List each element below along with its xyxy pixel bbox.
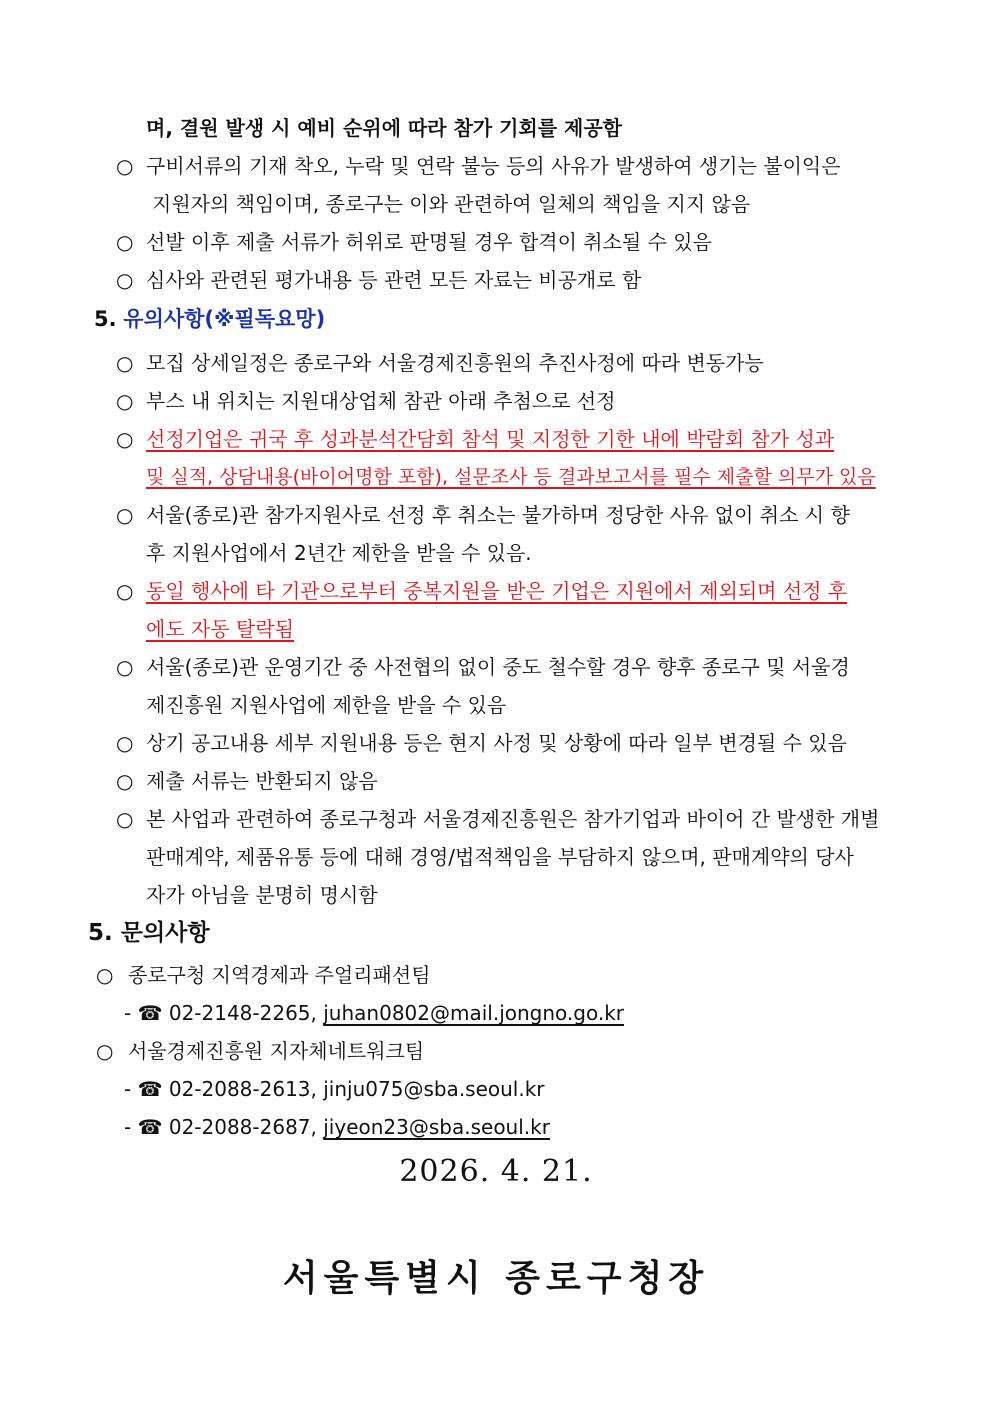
bullet-icon: ○: [116, 427, 134, 451]
section-heading-contact: 5. 문의사항: [88, 920, 210, 946]
list-item-text: 심사와 관련된 평가내용 등 관련 모든 자료는 비공개로 함: [146, 268, 642, 292]
bullet-icon: ○: [116, 655, 134, 679]
bullet-icon: ○: [116, 731, 134, 755]
note-item-highlight: 동일 행사에 타 기관으로부터 중복지원을 받은 기업은 지원에서 제외되며 선정 후: [146, 579, 848, 603]
bullet-icon: ○: [116, 154, 134, 178]
email-link[interactable]: juhan0802@mail.jongno.go.kr: [323, 1001, 625, 1025]
bullet-icon: ○: [116, 230, 134, 254]
bullet-icon: ○: [96, 963, 114, 987]
bullet-icon: ○: [116, 351, 134, 375]
note-item-text: 후 지원사업에서 2년간 제한을 받을 수 있음.: [146, 541, 532, 565]
note-item-highlight: 선정기업은 귀국 후 성과분석간담회 참석 및 지정한 기한 내에 박람회 참가 성과: [146, 427, 835, 451]
phone-icon: - ☎: [124, 1077, 169, 1101]
email-link[interactable]: jiyeon23@sba.seoul.kr: [323, 1115, 550, 1139]
note-item-highlight: 에도 자동 탈락됨: [146, 617, 294, 641]
note-item-text: 제출 서류는 반환되지 않음: [146, 769, 378, 793]
contact-line: [124, 1070, 545, 1108]
note-item-text: 모집 상세일정은 종로구와 서울경제진흥원의 추진사정에 따라 변동가능: [146, 351, 764, 375]
bullet-icon: ○: [116, 503, 134, 527]
signature-authority: 서울특별시 종로구청장: [282, 1257, 710, 1299]
phone-number: 02-2088-2613,: [168, 1077, 324, 1101]
bullet-icon: ○: [116, 389, 134, 413]
phone-number: 02-2148-2265,: [168, 1001, 324, 1025]
list-item-text: 구비서류의 기재 착오, 누락 및 연락 불능 등의 사유가 발생하여 생기는 불이익은: [146, 154, 841, 178]
section-title: 유의사항(※필독요망): [123, 307, 326, 331]
list-item-text: 지원자의 책임이며, 종로구는 이와 관련하여 일체의 책임을 지지 않음: [152, 192, 751, 216]
list-item-text: 선발 이후 제출 서류가 허위로 판명될 경우 합격이 취소될 수 있음: [146, 230, 712, 254]
section-number: 5.: [94, 307, 117, 331]
contact-org-name: 서울경제진흥원 지자체네트워크팀: [128, 1039, 425, 1063]
contact-line: [124, 1108, 550, 1146]
note-item-text: 제진흥원 지원사업에 제한을 받을 수 있음: [146, 693, 507, 717]
phone-icon: - ☎: [124, 1115, 169, 1139]
note-item-text: 부스 내 위치는 지원대상업체 참관 아래 추첨으로 선정: [146, 389, 616, 413]
contact-org-name: 종로구청 지역경제과 주얼리패션팀: [128, 963, 431, 987]
bullet-icon: ○: [116, 268, 134, 292]
email-text[interactable]: jinju075@sba.seoul.kr: [323, 1077, 545, 1101]
section-heading-notes: [94, 300, 325, 338]
phone-number: 02-2088-2687,: [168, 1115, 324, 1139]
bullet-icon: ○: [116, 769, 134, 793]
bullet-icon: ○: [116, 579, 134, 603]
note-item-text: 서울(종로)관 운영기간 중 사전협의 없이 중도 철수할 경우 향후 종로구 및 서울경: [146, 655, 850, 679]
note-item-text: 본 사업과 관련하여 종로구청과 서울경제진흥원은 참가기업과 바이어 간 발생한 개별: [146, 807, 880, 831]
contact-line: [124, 994, 624, 1032]
phone-icon: - ☎: [124, 1001, 169, 1025]
bullet-icon: ○: [116, 807, 134, 831]
bullet-icon: ○: [96, 1039, 114, 1063]
note-item-text: 자가 아님을 분명히 명시함: [146, 883, 378, 907]
continuation-text: 며, 결원 발생 시 예비 순위에 따라 참가 기회를 제공함: [146, 116, 622, 140]
note-item-text: 상기 공고내용 세부 지원내용 등은 현지 사정 및 상황에 따라 일부 변경될 수 있음: [146, 731, 847, 755]
note-item-text: 서울(종로)관 참가지원사로 선정 후 취소는 불가하며 정당한 사유 없이 취소 시 향: [146, 503, 850, 527]
document-date: 2026. 4. 21.: [399, 1154, 593, 1189]
note-item-text: 판매계약, 제품유통 등에 대해 경영/법적책임을 부담하지 않으며, 판매계약의 당사: [146, 845, 854, 869]
note-item-highlight: 및 실적, 상담내용(바이어명함 포함), 설문조사 등 결과보고서를 필수 제출할 의무가 있음: [146, 466, 876, 488]
